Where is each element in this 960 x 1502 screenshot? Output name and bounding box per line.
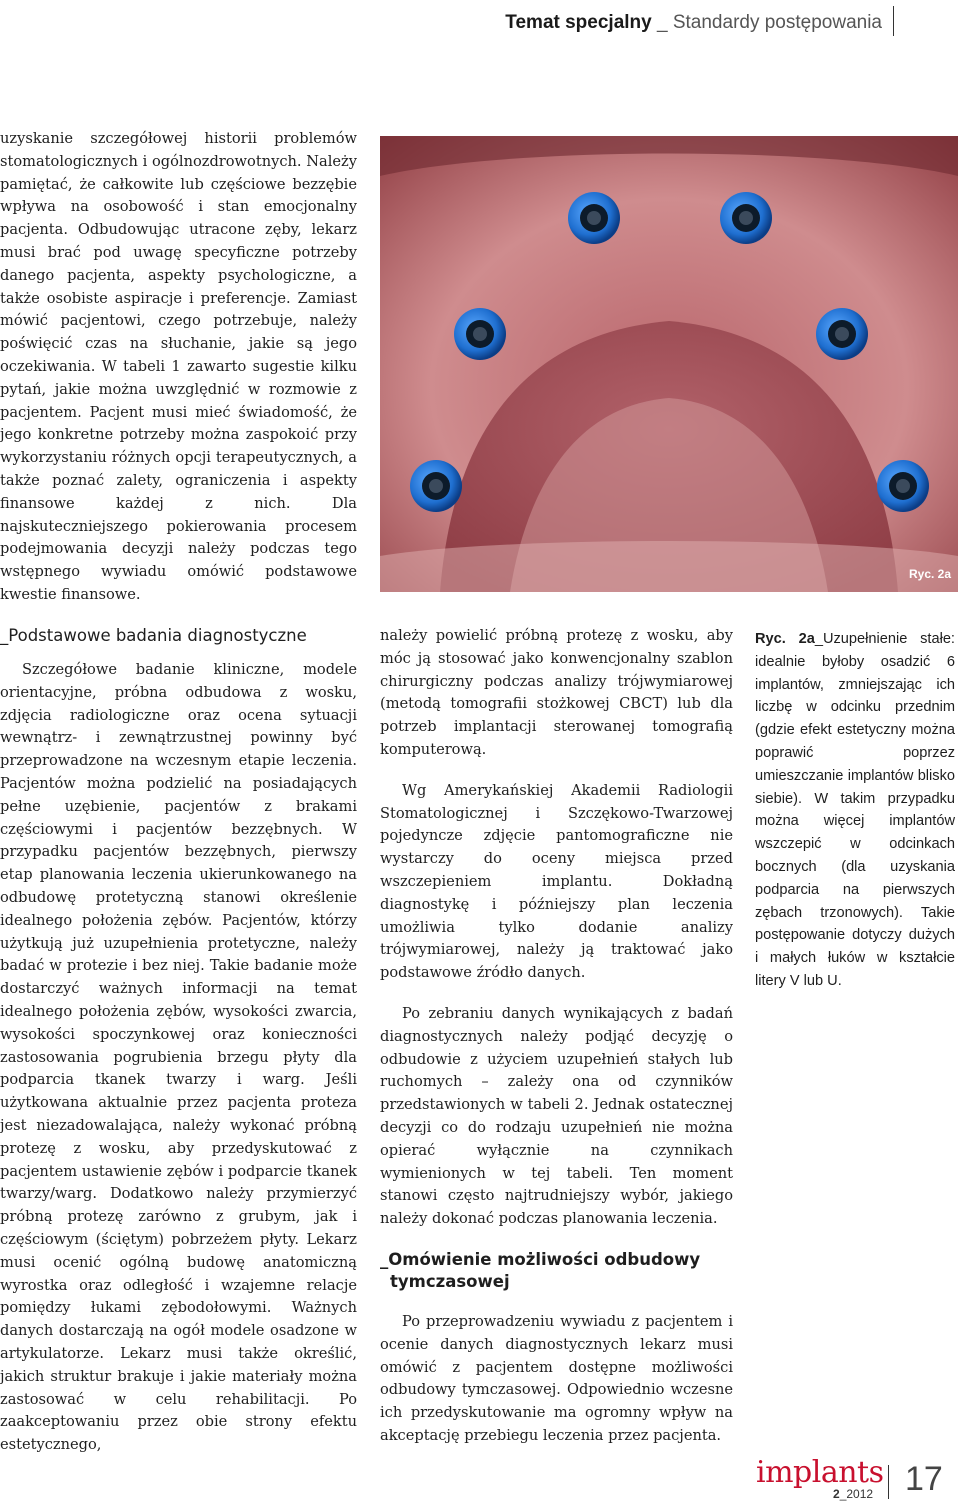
middle-paragraph-4: Po przeprowadzeniu wywiadu z pacjentem i ocenie danych diagnostycznych lekarz musi omówić z pacjentem dostępne możliwości odbudowy tymczasowej. Odpowiednio wczesne ich przedyskutowanie ma ogromny wpływ na akceptację przebiegu leczenia przez pacjenta. [380, 1312, 733, 1444]
caption-label: Ryc. 2a [755, 631, 815, 647]
header-subsection: Standardy postępowania [672, 12, 882, 33]
implant-2 [720, 192, 772, 244]
issue-number: 2 [833, 1487, 840, 1501]
section-heading-temporary: _Omówienie możliwości odbudowy tymczasowej [380, 1249, 701, 1291]
page-number: 17 [905, 1460, 943, 1498]
issue-year: _2012 [839, 1487, 874, 1501]
middle-column [380, 625, 733, 1448]
left-column [0, 625, 357, 1457]
implant-5 [410, 460, 462, 512]
implant-3 [454, 308, 506, 360]
intro-paragraph: uzyskanie szczegółowej historii problemów stomatologicznych i ogólnozdrowotnych. Należy pamiętać, że całkowite lub częściowe bezzębie wpływa na osobowość i stan emocjonalny pacjenta. Odbudowując utracone zęby, lekarz musi brać pod uwagę specyficzne potrzeby danego pacjenta, aspekty psychologiczne, a także osobiste aspiracje i preferencje. Zamiast mówić pacjentowi, czego potrzebuje, należy poświęcić czas na słuchanie, jakie są jego oczekiwania. W tabeli 1 zawarto sugestie kilku pytań, jakie można uwzględnić w rozmowie z pacjentem. Pacjent musi mieć świadomość, że jego konkretne potrzeby można zaspokoić przy wykorzystaniu różnych opcji terapeutycznych, a także poznać zalety, ograniczenia i aspekty finansowe każdej z nich. Dla najskuteczniejszego pokierowania procesem podejmowania decyzji należy podczas tego wstępnego wywiadu omówić podstawowe kwestie finansowe. [0, 130, 357, 603]
running-header [505, 12, 882, 34]
header-separator: _ [651, 12, 673, 33]
header-section: Temat specjalny [505, 12, 652, 33]
issue-label [833, 1487, 873, 1501]
implant-1 [568, 192, 620, 244]
journal-logo: implants [756, 1455, 884, 1490]
diagnostics-paragraph: Szczegółowe badanie kliniczne, modele orientacyjne, próbna odbudowa z wosku, zdjęcia radiologiczne oraz ocena sytuacji wewnątrz- i zewnątrzustnej powinny być przeprowadzone na wczesnym etapie leczenia. Pacjentów można podzielić na posiadających pełne uzębienie, pacjentów z brakami częściowymi i pacjentów bezzębnych. W przypadku pacjentów bezzębnych, pierwszy etap planowania leczenia ukierunkowanego na odbudowę protetyczną stanowi określenie idealnego położenia zębów. Pacjentów, którzy użytkują już uzupełnienia protetyczne, należy badać w protezie i bez niej. Takie badanie może dostarczyć ważnych informacji na temat idealnego położenia zębów, wysokości zwarcia, wysokości spoczynkowej oraz konieczności zastosowania pogrubienia brzegu płyty dla podparcia tkanek twarzy i warg. Jeśli użytkowana aktualnie przez pacjenta proteza jest niezadowalająca, należy wykonać próbną protezę z wosku, aby przedyskutować z pacjentem ustawienie zębów i podparcie tkanek twarzy/warg. Dodatkowo należy przymierzyć próbną protezę zarówno z grubym, jak i częściowym (ściętym) pobrzeżem płyty. Lekarz musi ocenić ogólną budowę anatomiczną wyrostka oraz odległość i wzajemne relacje pomiędzy łukami zębodołowymi. Ważnych danych dostarczają na ogół modele osadzone w artykulatorze. Lekarz musi także określić, jakich struktur brakuje i jakie materiały można zastosować w celu rehabilitacji. Po zaakceptowaniu przez obie strony efektu estetycznego, [0, 661, 357, 1454]
middle-paragraph-1: należy powielić próbną protezę z wosku, aby móc ją stosować jako konwencjonalny szablon chirurgiczny podczas analizy trójwymiarowej (metodą tomografii stożkowej CBCT) lub dla potrzeb implantacji sterowanej tomografią komputerową. [380, 627, 733, 758]
implant-6 [877, 460, 929, 512]
photo-illustration [380, 136, 958, 592]
intro-column [0, 128, 357, 607]
caption-column [755, 628, 955, 993]
footer-divider [888, 1465, 889, 1499]
header-divider [893, 6, 894, 36]
clinical-photo [380, 136, 958, 592]
section-heading-diagnostics: _Podstawowe badania diagnostyczne [0, 626, 307, 645]
implant-4 [816, 308, 868, 360]
middle-paragraph-3: Po zebraniu danych wynikających z badań diagnostycznych należy podjąć decyzję o odbudowie z użyciem uzupełnień stałych lub ruchomych – zależy ona od czynników przedstawionych w tabeli 2. Jednak ostatecznej decyzji co do rodzaju uzupełnień nie można opierać wyłącznie na czynnikach wymienionych w tej tabeli. Ten moment stanowi często najtrudniejszy wybór, jakiego należy dokonać podczas planowania leczenia. [380, 1004, 733, 1228]
caption-text: _Uzupełnienie stałe: idealnie byłoby osadzić 6 implantów, zmniejszając ich liczbę w odcinku przednim (gdzie efekt estetyczny można poprawić poprzez umieszczanie implantów blisko siebie). W takim przypadku można więcej implantów wszczepić w odcinkach bocznych (dla uzyskania podparcia na pierwszych zębach trzonowych). Takie postępowanie dotyczy dużych i małych łuków w kształcie litery V lub U. [755, 631, 955, 989]
figure-label: Ryc. 2a [909, 567, 952, 581]
middle-paragraph-2: Wg Amerykańskiej Akademii Radiologii Stomatologicznej i Szczękowo-Twarzowej pojedyncze zdjęcie pantomograficzne nie wystarczy do oceny miejsca przed wszczepieniem implantu. Dokładną diagnostykę i późniejszy plan leczenia umożliwia tylko dodanie analizy trójwymiarowej, należy ją traktować jako podstawowe źródło danych. [380, 781, 733, 982]
figure-caption [755, 628, 955, 993]
